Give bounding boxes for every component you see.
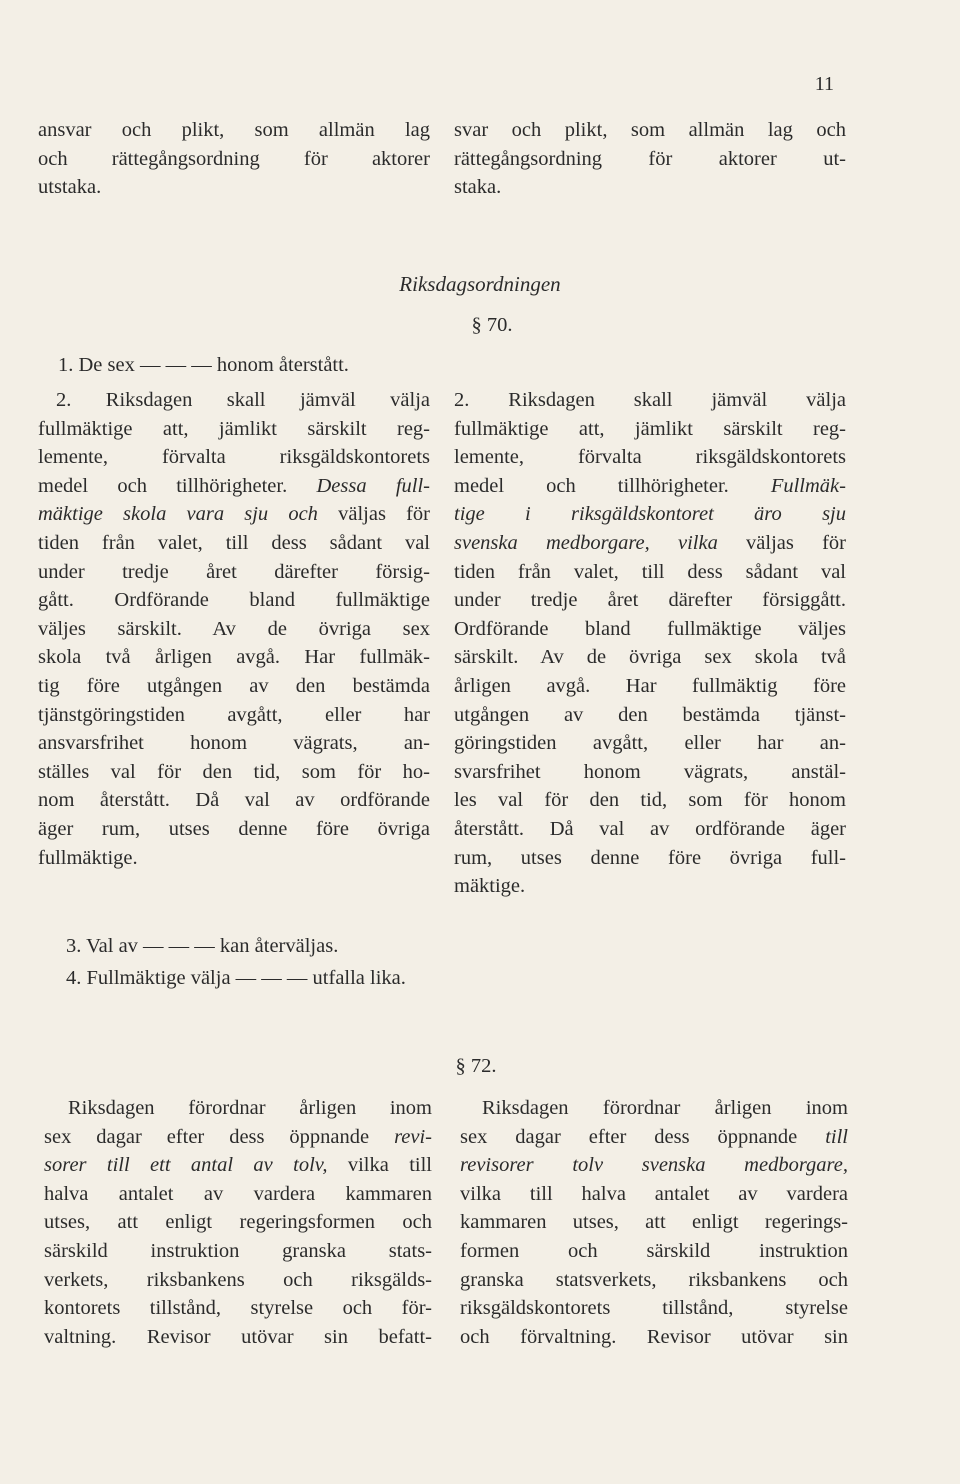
s72-right-paragraph [460,1094,848,1351]
text-line: särskilt. Av de övriga sex skola två [454,646,846,669]
s72-left-paragraph [44,1094,432,1351]
section-number-72: § 72. [455,1055,497,1077]
text-line: 4. Fullmäktige välja — — — utfalla lika. [66,967,406,989]
italic-fragment: revisorer tolv svenska medborgare, [460,1154,848,1177]
text-line: rättegångsordning för aktorer ut- [454,147,846,170]
text-line: och rättegångsordning för aktorer [38,147,430,170]
text-line: 2. Riksdagen skall jämväl välja [454,389,846,411]
text-line [460,1123,848,1152]
text-line: ansvarsfrihet honom vägrats, an- [38,732,430,755]
page-number: 11 [814,73,834,95]
text-line: återstått. Då val av ordförande äger [454,817,846,840]
italic-fragment: revi- [394,1125,432,1148]
top-right-paragraph [454,116,846,202]
italic-fragment: Dessa full- [316,474,430,497]
text-fragment: medel och tillhörigheter. [38,474,317,497]
section-heading: Riksdagsordningen [399,272,561,296]
text-line: 2. Riksdagen skall jämväl välja [56,389,430,411]
text-line: tjänstgöringstiden avgått, eller har [38,703,430,726]
italic-fragment: till [825,1125,848,1148]
text-line: väljes särskilt. Av de övriga sex [38,617,430,640]
text-line [460,1151,848,1180]
text-fragment: sex dagar efter dess öppnande [44,1125,395,1148]
text-line: och förvaltning. Revisor utövar sin [460,1325,848,1348]
text-line: valtning. Revisor utövar sin befatt- [44,1325,432,1348]
text-line: fullmäktige att, jämlikt särskilt reg- [454,417,846,440]
text-fragment: vilka till [327,1154,432,1177]
text-line: ställes val för den tid, som för ho- [38,760,430,783]
text-line: utstaka. [38,176,102,199]
text-line: utgången av den bestämda tjänst- [454,703,846,726]
text-line: årligen avgå. Har fullmäktig före [454,674,846,697]
item-2-right-paragraph [454,386,846,901]
text-line: särskild instruktion granska stats- [44,1239,432,1262]
text-line: lemente, förvalta riksgäldskontorets [454,446,846,469]
text-line: formen och särskild instruktion [460,1239,848,1262]
text-line: halva antalet av vardera kammaren [44,1182,432,1205]
text-line: under tredje året därefter försiggått. [454,589,846,612]
text-line: kammaren utses, att enligt regerings- [460,1211,848,1234]
text-line: utses, att enligt regeringsformen och [44,1211,432,1234]
text-fragment: väljas för [717,531,846,554]
italic-fragment: sorer till ett antal av tolv, [44,1154,328,1177]
text-line: verkets, riksbankens och riksgälds- [44,1268,432,1291]
item-3 [66,932,586,961]
text-line: Riksdagen förordnar årligen inom [482,1097,848,1119]
text-line: rum, utses denne före övriga full- [454,846,846,869]
text-fragment: medel och tillhörigheter. [454,474,771,497]
text-line: fullmäktige. [38,846,138,869]
section-number-70: § 70. [471,314,513,336]
text-line: vilka till halva antalet av vardera [460,1182,848,1205]
text-line: riksgäldskontorets tillstånd, styrelse [460,1297,848,1320]
text-line: svar och plikt, som allmän lag och [454,119,846,141]
item-1 [58,351,478,380]
text-line [454,500,846,529]
text-line: mäktige. [454,875,526,898]
text-line [38,472,430,501]
italic-fragment: Fullmäk- [770,474,846,497]
top-left-paragraph [38,116,430,202]
text-line: kontorets tillstånd, styrelse och för- [44,1297,432,1320]
text-line: under tredje året därefter försig- [38,560,430,583]
text-fragment: sex dagar efter dess öppnande [460,1125,826,1148]
text-line: fullmäktige att, jämlikt särskilt reg- [38,417,430,440]
text-line: ansvar och plikt, som allmän lag [38,119,430,141]
text-line: skola två årligen avgå. Har fullmäk- [38,646,430,669]
text-line: staka. [454,176,502,199]
text-line: äger rum, utses denne före övriga [38,817,430,840]
text-line: Riksdagen förordnar årligen inom [68,1097,432,1119]
text-fragment: väljas för [317,503,430,526]
text-line: Ordförande bland fullmäktige väljes [454,617,846,640]
text-line: 3. Val av — — — kan återväljas. [66,935,339,957]
text-line: tiden från valet, till dess sådant val [38,531,430,554]
text-line: lemente, förvalta riksgäldskontorets [38,446,430,469]
italic-fragment: tige i riksgäldskontoret äro sju [454,503,846,526]
item-4 [66,964,586,993]
item-2-left-paragraph [38,386,430,872]
text-line [44,1151,432,1180]
text-line: göringstiden avgått, eller har an- [454,732,846,755]
text-line: nom återstått. Då val av ordförande [38,789,430,812]
text-line [44,1123,432,1152]
text-line: les val för den tid, som för honom [454,789,846,812]
text-line: tiden från valet, till dess sådant val [454,560,846,583]
text-line: tig före utgången av den bestämda [38,674,430,697]
text-line: 1. De sex — — — honom återstått. [58,354,349,376]
text-line [38,500,430,529]
text-line: gått. Ordförande bland fullmäktige [38,589,430,612]
italic-fragment: mäktige skola vara sju och [38,503,318,526]
text-line [454,529,846,558]
text-line [454,472,846,501]
text-line: svarsfrihet honom vägrats, anstäl- [454,760,846,783]
text-line: granska statsverkets, riksbankens och [460,1268,848,1291]
italic-fragment: svenska medborgare, vilka [454,531,718,554]
